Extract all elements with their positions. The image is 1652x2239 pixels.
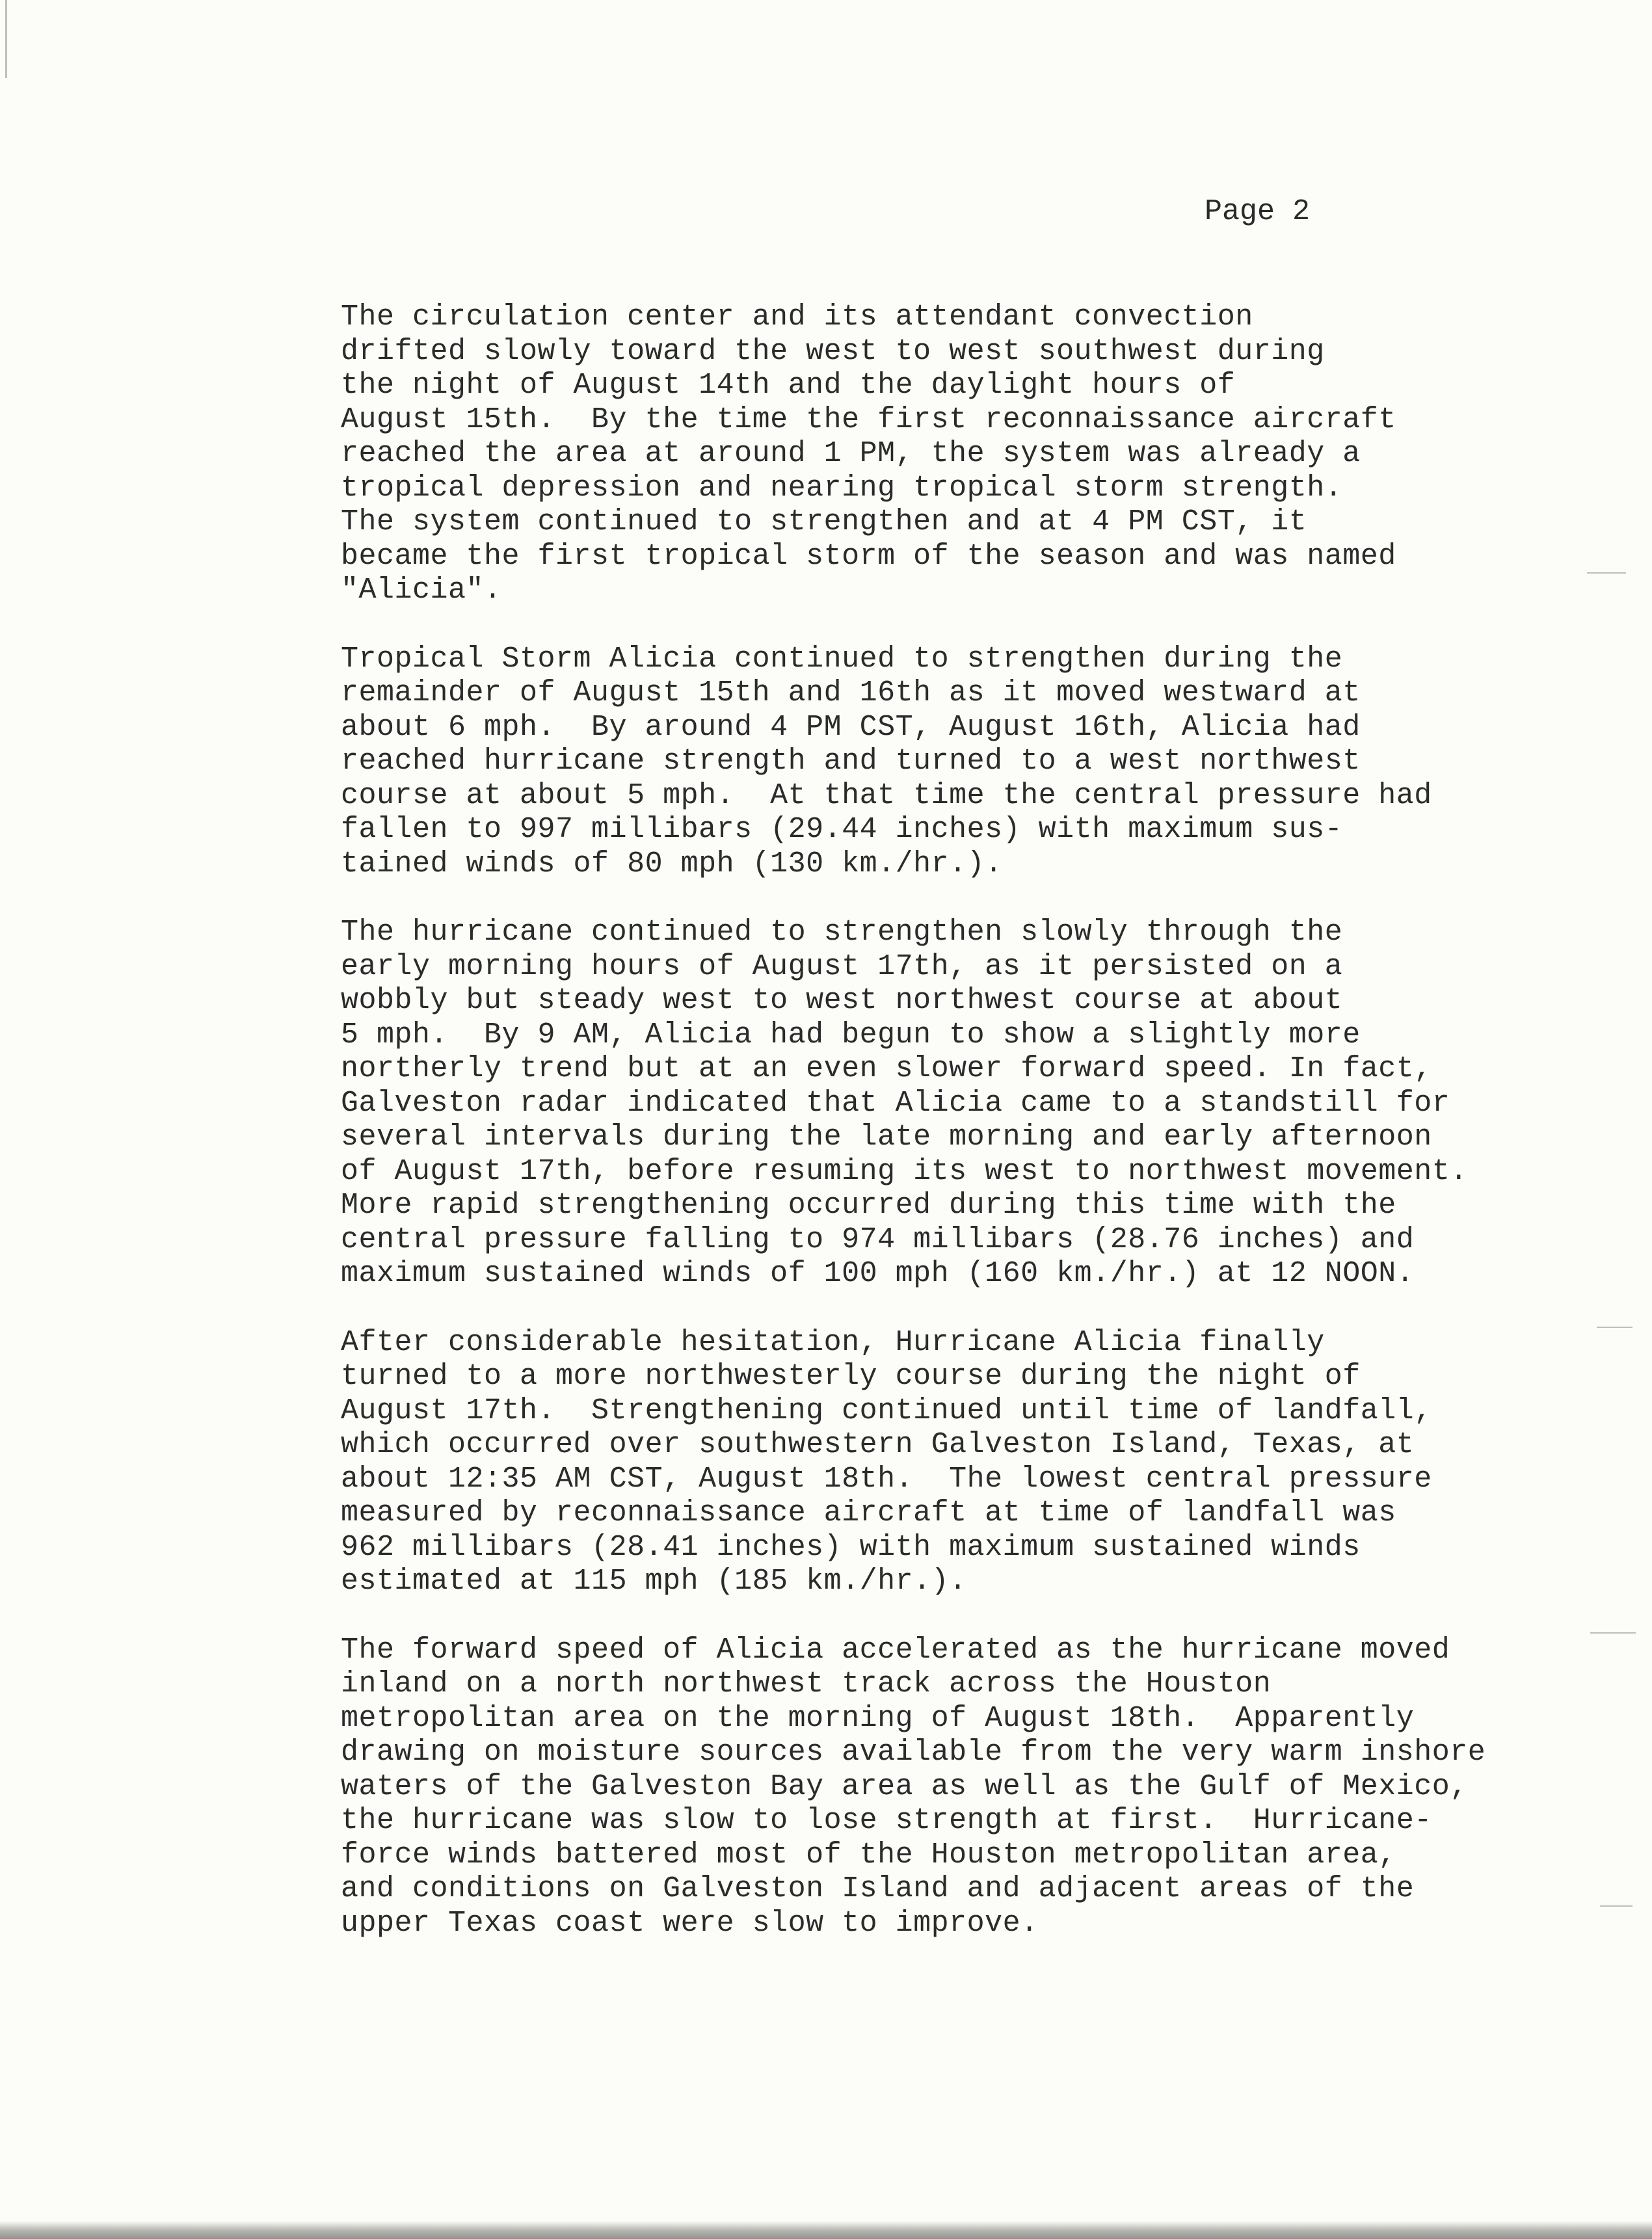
text-line: The circulation center and its attendant convection — [341, 300, 1253, 334]
text-line: 962 millibars (28.41 inches) with maximum sustained winds — [341, 1530, 1361, 1564]
text-line: about 12:35 AM CST, August 18th. The lowest central pressure — [341, 1462, 1432, 1496]
text-line: More rapid strengthening occurred during this time with the — [341, 1189, 1396, 1222]
text-line: waters of the Galveston Bay area as well as the Gulf of Mexico, — [341, 1769, 1468, 1803]
scan-mark-left-edge — [5, 0, 7, 78]
text-line: became the first tropical storm of the season and was named — [341, 539, 1396, 573]
text-line: metropolitan area on the morning of August 18th. Apparently — [341, 1701, 1415, 1735]
text-line: the night of August 14th and the daylight hours of — [341, 369, 1236, 402]
paragraph-formation — [341, 300, 1577, 608]
text-line: "Alicia". — [341, 574, 502, 607]
text-line: estimated at 115 mph (185 km./hr.). — [341, 1565, 967, 1598]
scan-mark-right-margin — [1597, 1327, 1632, 1328]
text-line: August 17th. Strengthening continued until time of landfall, — [341, 1394, 1432, 1427]
text-line: inland on a north northwest track across the Houston — [341, 1667, 1272, 1701]
page-number: Page 2 — [1205, 195, 1311, 228]
paragraph-tropical-storm — [341, 643, 1577, 882]
text-line: tained winds of 80 mph (130 km./hr.). — [341, 847, 1003, 881]
text-line: about 6 mph. By around 4 PM CST, August 16th, Alicia had — [341, 710, 1361, 744]
text-line: and conditions on Galveston Island and adjacent areas of the — [341, 1872, 1415, 1905]
text-line: upper Texas coast were slow to improve. — [341, 1906, 1039, 1940]
text-line: northerly trend but at an even slower forward speed. In fact, — [341, 1052, 1432, 1085]
text-line: measured by reconnaissance aircraft at time of landfall was — [341, 1496, 1396, 1530]
text-line: Tropical Storm Alicia continued to strengthen during the — [341, 642, 1343, 676]
text-line: The hurricane continued to strengthen slowly through the — [341, 916, 1343, 949]
paragraph-hurricane-strengthening — [341, 916, 1577, 1292]
text-line: wobbly but steady west to west northwest course at about — [341, 984, 1343, 1017]
text-line: which occurred over southwestern Galveston Island, Texas, at — [341, 1428, 1415, 1461]
body-text — [341, 300, 1577, 1975]
text-line: August 15th. By the time the first reconnaissance aircraft — [341, 403, 1396, 436]
paragraph-inland-track — [341, 1634, 1577, 1941]
text-line: reached hurricane strength and turned to a west northwest — [341, 745, 1361, 778]
text-line: maximum sustained winds of 100 mph (160 km./hr.) at 12 NOON. — [341, 1257, 1415, 1290]
text-line: several intervals during the late morning and early afternoon — [341, 1120, 1432, 1154]
text-line: course at about 5 mph. At that time the central pressure had — [341, 778, 1432, 812]
scan-mark-right-margin — [1600, 1905, 1632, 1907]
scan-mark-right-margin — [1590, 1632, 1636, 1634]
text-line: of August 17th, before resuming its west to northwest movement. — [341, 1154, 1468, 1188]
text-line: remainder of August 15th and 16th as it moved westward at — [341, 676, 1361, 709]
text-line: reached the area at around 1 PM, the system was already a — [341, 437, 1361, 470]
scan-mark-right-margin — [1587, 572, 1626, 574]
scan-bottom-edge — [0, 2221, 1652, 2239]
paragraph-landfall — [341, 1326, 1577, 1599]
text-line: early morning hours of August 17th, as it persisted on a — [341, 949, 1343, 983]
text-line: After considerable hesitation, Hurricane Alicia finally — [341, 1325, 1325, 1359]
text-line: turned to a more northwesterly course during the night of — [341, 1360, 1361, 1393]
text-line: central pressure falling to 974 millibars (28.76 inches) and — [341, 1223, 1415, 1256]
text-line: The system continued to strengthen and at 4 PM CST, it — [341, 505, 1307, 538]
text-line: 5 mph. By 9 AM, Alicia had begun to show a slightly more — [341, 1018, 1361, 1052]
text-line: The forward speed of Alicia accelerated as the hurricane moved — [341, 1633, 1450, 1667]
text-line: tropical depression and nearing tropical storm strength. — [341, 471, 1343, 505]
text-line: fallen to 997 millibars (29.44 inches) with maximum sus- — [341, 813, 1343, 846]
text-line: drawing on moisture sources available from the very warm inshore — [341, 1736, 1486, 1769]
text-line: the hurricane was slow to lose strength at first. Hurricane- — [341, 1804, 1432, 1837]
text-line: force winds battered most of the Houston metropolitan area, — [341, 1838, 1396, 1872]
text-line: Galveston radar indicated that Alicia came to a standstill for — [341, 1086, 1450, 1120]
text-line: drifted slowly toward the west to west southwest during — [341, 334, 1325, 368]
